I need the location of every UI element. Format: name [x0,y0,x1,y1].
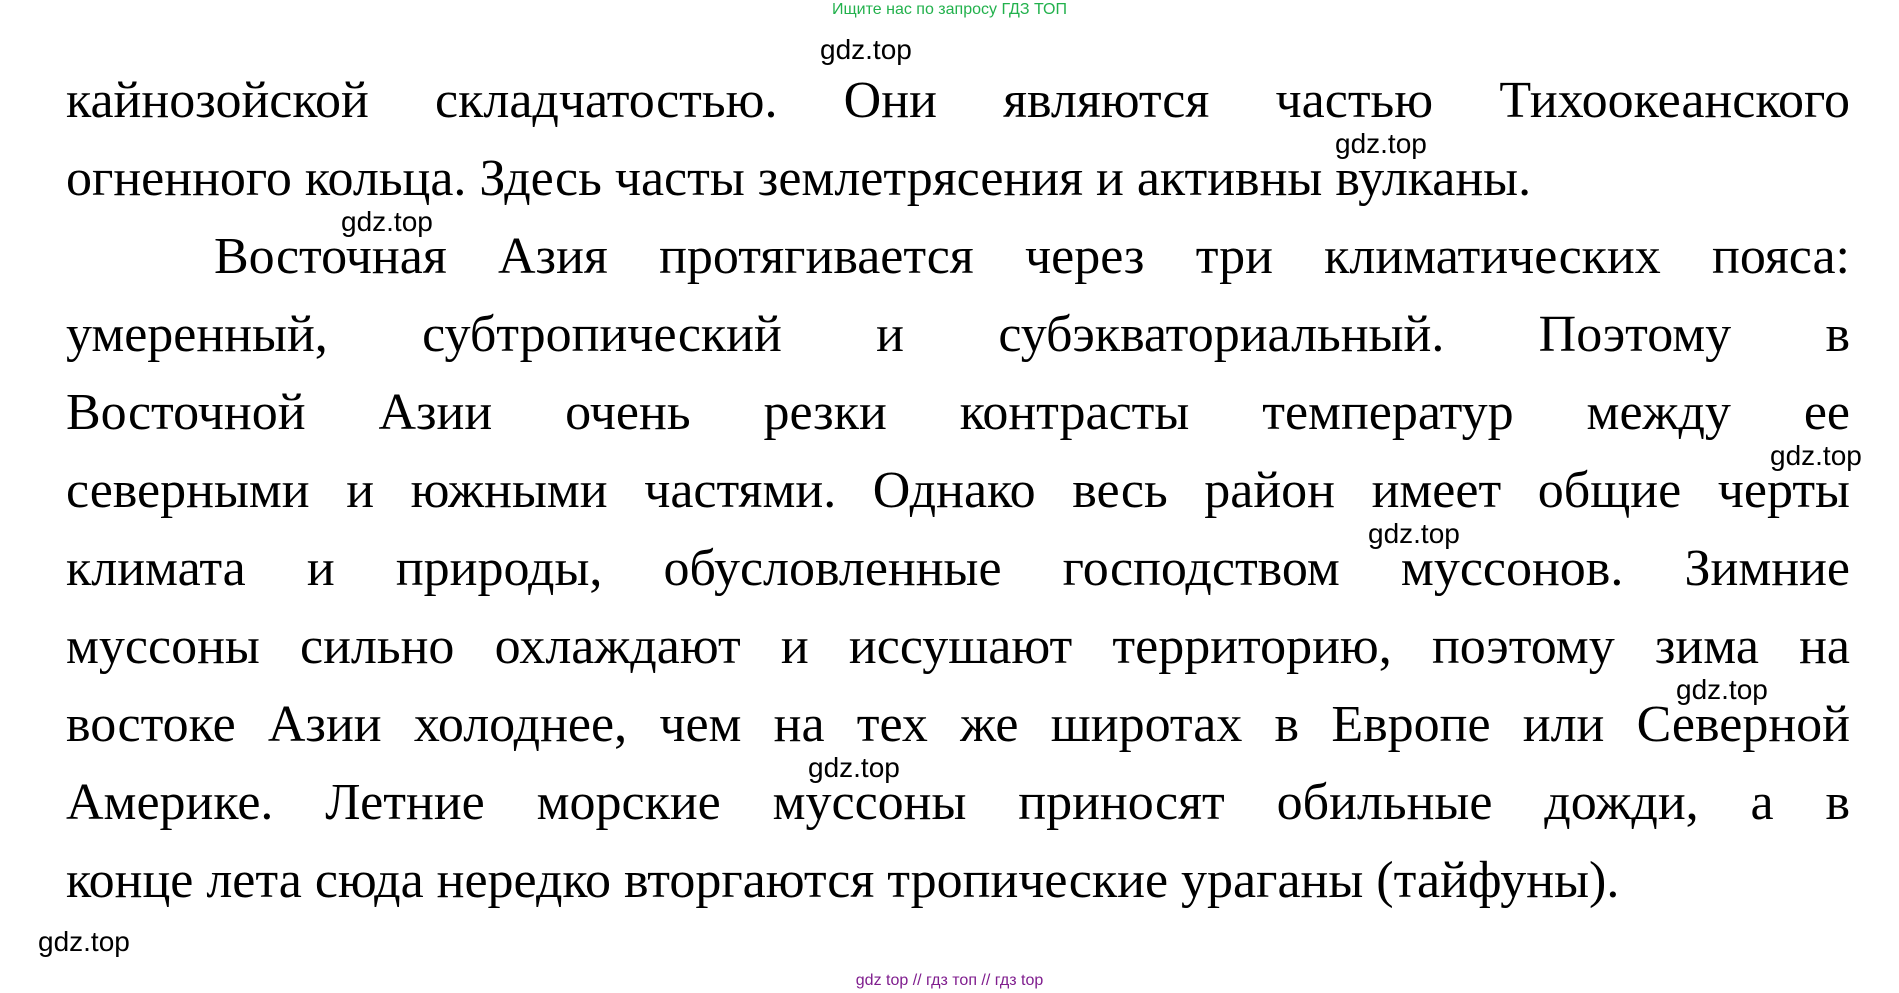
watermark: gdz.top [1335,128,1427,159]
watermark: gdz.top [1368,518,1460,549]
text-line: конце лета сюда нередко вторгаются тропические ураганы (тайфуны). [66,852,1620,909]
text-line: востоке Азии холоднее, чем на тех же широтах в Европе или Северной [66,696,1850,753]
watermark: gdz.top [1676,674,1768,705]
footer: gdz top // гдз топ // гдз top [855,972,1044,989]
text-line: огненного кольца. Здесь часты землетрясения и активны вулканы. [66,150,1532,207]
text-line: северными и южными частями. Однако весь район имеет общие черты [66,462,1850,519]
watermark: gdz.top [1770,440,1862,471]
text-line: Америке. Летние морские муссоны приносят обильные дожди, а в [66,774,1850,831]
text-line: климата и природы, обусловленные господством муссонов. Зимние [66,540,1850,597]
watermark: gdz.top [820,34,912,65]
text-line: Восточной Азии очень резки контрасты температур между ее [66,384,1850,441]
watermark: gdz.top [341,206,433,237]
text-line: кайнозойской складчатостью. Они являются частью Тихоокеанского [66,72,1850,129]
text-line: Восточная Азия протягивается через три климатических пояса: [214,228,1850,285]
text-line: муссоны сильно охлаждают и иссушают территорию, поэтому зима на [66,618,1850,675]
watermark: gdz.top [808,752,900,783]
top-banner: Ищите нас по запросу ГДЗ ТОП [832,1,1067,18]
watermark: gdz.top [38,926,130,957]
text-line: умеренный, субтропический и субэкваториальный. Поэтому в [66,306,1850,363]
